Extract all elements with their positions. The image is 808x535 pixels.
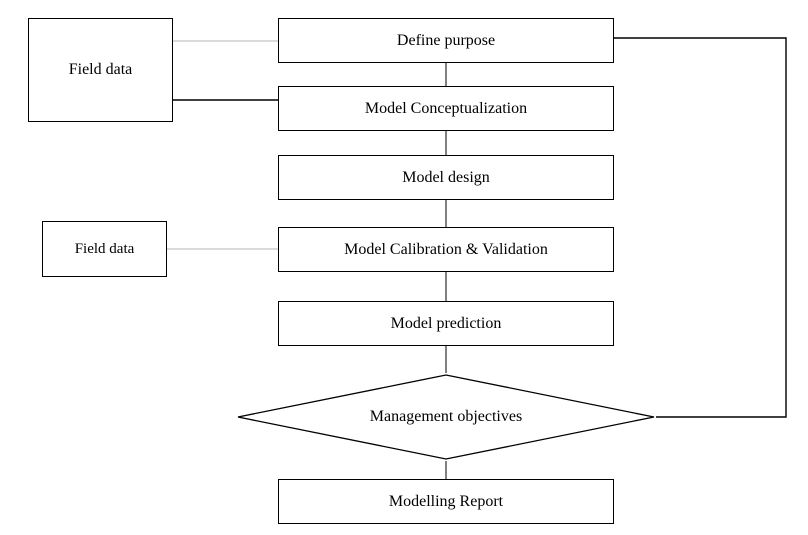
node-model-calibration-validation[interactable] <box>278 227 614 272</box>
node-label-wrapper <box>236 373 656 461</box>
node-field-data-2[interactable] <box>42 221 167 277</box>
node-label: Model design <box>402 168 490 186</box>
node-label: Model Calibration & Validation <box>344 240 548 258</box>
node-management-objectives[interactable] <box>236 373 656 461</box>
node-label: Model Conceptualization <box>364 99 528 117</box>
node-model-conceptualization[interactable] <box>278 86 614 131</box>
node-label: Management objectives <box>369 408 523 425</box>
node-label: Field data <box>68 61 133 79</box>
node-label: Field data <box>74 241 135 257</box>
node-model-design[interactable] <box>278 155 614 200</box>
node-define-purpose[interactable] <box>278 18 614 63</box>
node-label: Modelling Report <box>388 492 504 510</box>
node-modelling-report[interactable] <box>278 479 614 524</box>
node-label: Define purpose <box>396 31 496 49</box>
node-field-data-1[interactable] <box>28 18 173 122</box>
edge-management-objectives-feedback-to-define-purpose <box>614 38 786 417</box>
node-label: Model prediction <box>390 314 502 332</box>
node-model-prediction[interactable] <box>278 301 614 346</box>
